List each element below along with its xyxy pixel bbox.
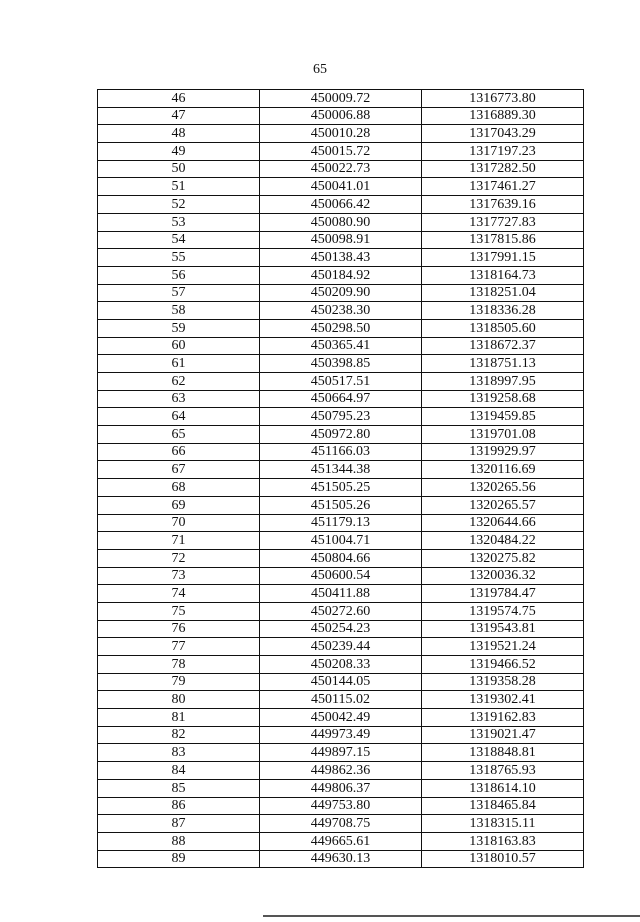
y-coordinate-cell: 1318765.93 [422,762,584,780]
table-row [98,815,584,833]
point-number-cell: 70 [98,514,260,532]
point-number-cell: 84 [98,762,260,780]
x-coordinate-cell: 450398.85 [260,355,422,373]
x-coordinate-cell: 451344.38 [260,461,422,479]
y-coordinate-cell: 1318010.57 [422,850,584,868]
y-coordinate-cell: 1318505.60 [422,319,584,337]
x-coordinate-cell: 449973.49 [260,726,422,744]
point-number-cell: 50 [98,160,260,178]
table-row [98,266,584,284]
point-number-cell: 62 [98,373,260,391]
y-coordinate-cell: 1320484.22 [422,532,584,550]
y-coordinate-cell: 1320265.57 [422,496,584,514]
point-number-cell: 66 [98,443,260,461]
y-coordinate-cell: 1317991.15 [422,249,584,267]
y-coordinate-cell: 1319459.85 [422,408,584,426]
x-coordinate-cell: 450664.97 [260,390,422,408]
point-number-cell: 87 [98,815,260,833]
table-row [98,638,584,656]
x-coordinate-cell: 451179.13 [260,514,422,532]
y-coordinate-cell: 1317815.86 [422,231,584,249]
y-coordinate-cell: 1320036.32 [422,567,584,585]
table-row [98,709,584,727]
table-row [98,620,584,638]
point-number-cell: 69 [98,496,260,514]
y-coordinate-cell: 1318614.10 [422,779,584,797]
point-number-cell: 56 [98,266,260,284]
x-coordinate-cell: 451505.25 [260,479,422,497]
x-coordinate-cell: 450042.49 [260,709,422,727]
point-number-cell: 82 [98,726,260,744]
y-coordinate-cell: 1317197.23 [422,143,584,161]
point-number-cell: 74 [98,585,260,603]
point-number-cell: 49 [98,143,260,161]
x-coordinate-cell: 449630.13 [260,850,422,868]
x-coordinate-cell: 450041.01 [260,178,422,196]
x-coordinate-cell: 450411.88 [260,585,422,603]
x-coordinate-cell: 449753.80 [260,797,422,815]
point-number-cell: 75 [98,602,260,620]
point-number-cell: 57 [98,284,260,302]
y-coordinate-cell: 1319543.81 [422,620,584,638]
y-coordinate-cell: 1320265.56 [422,479,584,497]
x-coordinate-cell: 449665.61 [260,832,422,850]
point-number-cell: 58 [98,302,260,320]
table-row [98,337,584,355]
table-row [98,691,584,709]
table-row [98,461,584,479]
x-coordinate-cell: 450238.30 [260,302,422,320]
table-row [98,125,584,143]
y-coordinate-cell: 1317461.27 [422,178,584,196]
table-row [98,373,584,391]
point-number-cell: 60 [98,337,260,355]
y-coordinate-cell: 1319929.97 [422,443,584,461]
x-coordinate-cell: 450022.73 [260,160,422,178]
table-row [98,426,584,444]
table-row [98,231,584,249]
point-number-cell: 52 [98,196,260,214]
x-coordinate-cell: 450208.33 [260,656,422,674]
x-coordinate-cell: 450098.91 [260,231,422,249]
table-row [98,284,584,302]
point-number-cell: 88 [98,832,260,850]
y-coordinate-cell: 1318315.11 [422,815,584,833]
page-number: 65 [313,62,327,77]
x-coordinate-cell: 450010.28 [260,125,422,143]
y-coordinate-cell: 1319521.24 [422,638,584,656]
point-number-cell: 53 [98,213,260,231]
table-row [98,143,584,161]
point-number-cell: 89 [98,850,260,868]
table-row [98,656,584,674]
y-coordinate-cell: 1319258.68 [422,390,584,408]
x-coordinate-cell: 450804.66 [260,549,422,567]
y-coordinate-cell: 1316773.80 [422,90,584,108]
point-number-cell: 59 [98,319,260,337]
y-coordinate-cell: 1319302.41 [422,691,584,709]
table-row [98,514,584,532]
y-coordinate-cell: 1316889.30 [422,107,584,125]
y-coordinate-cell: 1318848.81 [422,744,584,762]
x-coordinate-cell: 450795.23 [260,408,422,426]
y-coordinate-cell: 1320116.69 [422,461,584,479]
x-coordinate-cell: 450239.44 [260,638,422,656]
table-row [98,567,584,585]
point-number-cell: 81 [98,709,260,727]
y-coordinate-cell: 1318751.13 [422,355,584,373]
x-coordinate-cell: 449862.36 [260,762,422,780]
table-row [98,532,584,550]
y-coordinate-cell: 1319162.83 [422,709,584,727]
x-coordinate-cell: 449708.75 [260,815,422,833]
point-number-cell: 77 [98,638,260,656]
y-coordinate-cell: 1319021.47 [422,726,584,744]
coordinates-table [97,89,584,868]
table-row [98,213,584,231]
point-number-cell: 61 [98,355,260,373]
point-number-cell: 51 [98,178,260,196]
y-coordinate-cell: 1317727.83 [422,213,584,231]
table-row [98,390,584,408]
x-coordinate-cell: 450184.92 [260,266,422,284]
y-coordinate-cell: 1319784.47 [422,585,584,603]
x-coordinate-cell: 451166.03 [260,443,422,461]
table-row [98,90,584,108]
x-coordinate-cell: 450009.72 [260,90,422,108]
table-row [98,496,584,514]
x-coordinate-cell: 450209.90 [260,284,422,302]
x-coordinate-cell: 450272.60 [260,602,422,620]
y-coordinate-cell: 1319701.08 [422,426,584,444]
y-coordinate-cell: 1320644.66 [422,514,584,532]
table-row [98,355,584,373]
point-number-cell: 73 [98,567,260,585]
y-coordinate-cell: 1319358.28 [422,673,584,691]
table-row [98,762,584,780]
table-row [98,178,584,196]
point-number-cell: 85 [98,779,260,797]
point-number-cell: 78 [98,656,260,674]
y-coordinate-cell: 1320275.82 [422,549,584,567]
point-number-cell: 83 [98,744,260,762]
x-coordinate-cell: 450006.88 [260,107,422,125]
x-coordinate-cell: 450365.41 [260,337,422,355]
point-number-cell: 64 [98,408,260,426]
bottom-rule [263,915,640,917]
point-number-cell: 63 [98,390,260,408]
point-number-cell: 55 [98,249,260,267]
table-body [98,90,584,868]
x-coordinate-cell: 450080.90 [260,213,422,231]
point-number-cell: 48 [98,125,260,143]
point-number-cell: 65 [98,426,260,444]
table-row [98,744,584,762]
table-row [98,196,584,214]
x-coordinate-cell: 449897.15 [260,744,422,762]
point-number-cell: 54 [98,231,260,249]
point-number-cell: 71 [98,532,260,550]
table-row [98,443,584,461]
y-coordinate-cell: 1318164.73 [422,266,584,284]
x-coordinate-cell: 451505.26 [260,496,422,514]
y-coordinate-cell: 1318336.28 [422,302,584,320]
x-coordinate-cell: 450144.05 [260,673,422,691]
table-row [98,249,584,267]
table-row [98,319,584,337]
y-coordinate-cell: 1318672.37 [422,337,584,355]
y-coordinate-cell: 1318997.95 [422,373,584,391]
y-coordinate-cell: 1317282.50 [422,160,584,178]
table-row [98,160,584,178]
point-number-cell: 76 [98,620,260,638]
point-number-cell: 86 [98,797,260,815]
y-coordinate-cell: 1319574.75 [422,602,584,620]
table-row [98,850,584,868]
table-row [98,602,584,620]
point-number-cell: 80 [98,691,260,709]
x-coordinate-cell: 450517.51 [260,373,422,391]
table-row [98,408,584,426]
x-coordinate-cell: 450972.80 [260,426,422,444]
y-coordinate-cell: 1318251.04 [422,284,584,302]
y-coordinate-cell: 1318465.84 [422,797,584,815]
x-coordinate-cell: 451004.71 [260,532,422,550]
table-row [98,479,584,497]
table-row [98,779,584,797]
table-row [98,797,584,815]
point-number-cell: 68 [98,479,260,497]
x-coordinate-cell: 450254.23 [260,620,422,638]
x-coordinate-cell: 450066.42 [260,196,422,214]
x-coordinate-cell: 450115.02 [260,691,422,709]
point-number-cell: 67 [98,461,260,479]
x-coordinate-cell: 449806.37 [260,779,422,797]
x-coordinate-cell: 450138.43 [260,249,422,267]
y-coordinate-cell: 1317043.29 [422,125,584,143]
table-row [98,585,584,603]
point-number-cell: 72 [98,549,260,567]
y-coordinate-cell: 1319466.52 [422,656,584,674]
x-coordinate-cell: 450600.54 [260,567,422,585]
point-number-cell: 47 [98,107,260,125]
x-coordinate-cell: 450015.72 [260,143,422,161]
y-coordinate-cell: 1317639.16 [422,196,584,214]
point-number-cell: 79 [98,673,260,691]
table-row [98,549,584,567]
table-row [98,673,584,691]
table-row [98,107,584,125]
x-coordinate-cell: 450298.50 [260,319,422,337]
table-row [98,302,584,320]
point-number-cell: 46 [98,90,260,108]
y-coordinate-cell: 1318163.83 [422,832,584,850]
table-row [98,726,584,744]
table-row [98,832,584,850]
